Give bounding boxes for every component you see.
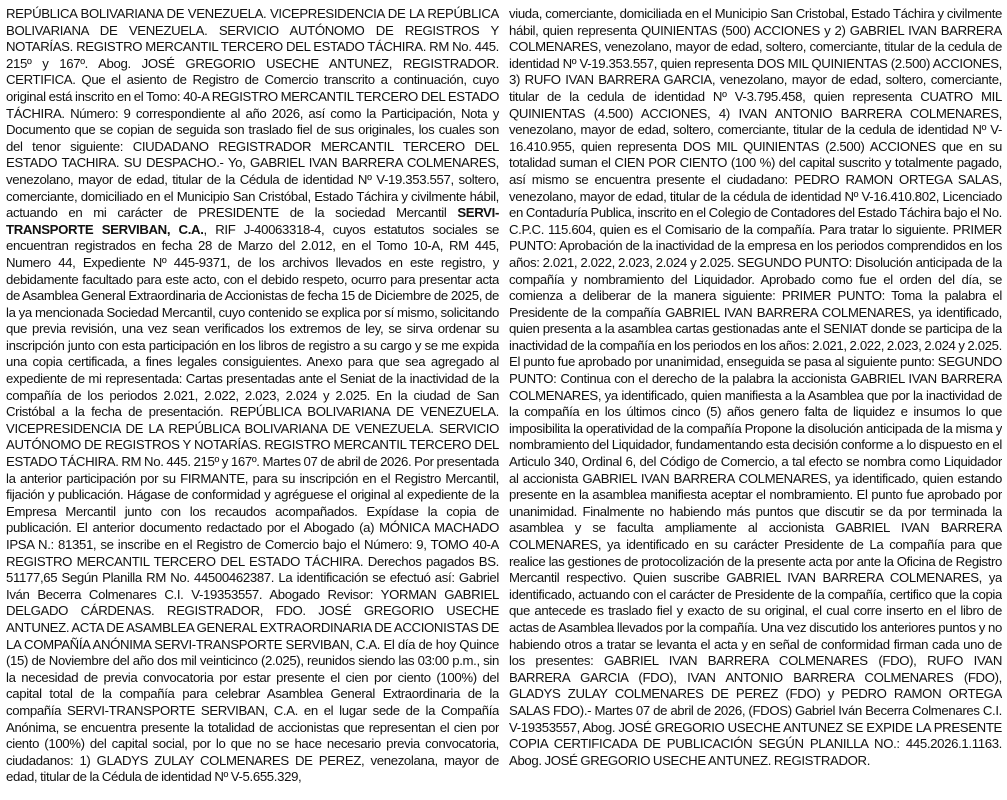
left-column-paragraph: [6, 6, 499, 786]
left-column: [6, 6, 499, 796]
right-column: [509, 6, 1002, 796]
notice-text-part-2: , RIF J-40063318-4, cuyos estatutos sociales se encuentran registrados en fecha 28 de Marzo del 2.012, en el Tomo 10-A, RM 445, Numero 44, Expediente Nº 445-9371, de los archivos llevados en este registro, y debidamente facultado para este acto, con el debido respeto, ocurro para presentar acta de Asamblea General Extraordinaria de Accionistas de fecha 15 de Diciembre de 2025, de la ya mencionada Sociedad Mercantil, cuyo contenido se explica por sí mismo, solicitando que previa revisión, una vez sean verificados los extremos de ley, se sirva ordenar su inscripción junto con esta participación en los libros de registro a su cargo y se me expida una copia certificada, a fines legales consiguientes. Anexo para que sea agregado al expediente de mi representada: Cartas presentadas ante el Seniat de la inactividad de la compañía de los periodos 2.021, 2.022, 2.023, 2.024 y 2.025. En la ciudad de San Cristóbal a la fecha de presentación. REPÚBLICA BOLIVARIANA DE VENEZUELA. VICEPRESIDENCIA DE LA REPÚBLICA BOLIVARIANA DE VENEZUELA. SERVICIO AUTÓNOMO DE REGISTROS Y NOTARÍAS. REGISTRO MERCANTIL TERCERO DEL ESTADO TÁCHIRA. RM No. 445. 215º y 167º. Martes 07 de abril de 2026. Por presentada la anterior participación por su FIRMANTE, para su inscripción en el Registro Mercantil, fijación y publicación. Hágase de conformidad y agréguese el original al expediente de la Empresa Mercantil junto con los recaudos acompañados. Expídase la copia de publicación. El anterior documento redactado por el Abogado (a) MÓNICA MACHADO IPSA N.: 81351, se inscribe en el Registro de Comercio bajo el Número: 9, TOMO 40-A REGISTRO MERCANTIL TERCERO DEL ESTADO TÁCHIRA. Derechos pagados BS. 51177,65 Según Planilla RM No. 44500462387. La identificación se efectuó así: Gabriel Iván Becerra Colmenares C.I. V-19353557. Abogado Revisor: YORMAN GABRIEL DELGADO CÁRDENAS. REGISTRADOR, FDO. JOSÉ GREGORIO USECHE ANTUNEZ. ACTA DE ASAMBLEA GENERAL EXTRAORDINARIA DE ACCIONISTAS DE LA COMPAÑÍA ANÓNIMA SERVI-TRANSPORTE SERVIBAN, C.A. El día de hoy Quince (15) de Noviembre del año dos mil veinticinco (2.025), reunidos siendo las 03:00 p.m., sin la necesidad de previa convocatoria por estar presente el cien por ciento (100%) del capital total de la compañía para celebrar Asamblea General Extraordinaria de la compañía SERVI-TRANSPORTE SERVIBAN, C.A. en el lugar sede de la Compañía Anónima, se encuentra presente la totalidad de accionistas que representan el cien por ciento (100%) del capital social, por lo que no se hace necesario previa convocatoria, ciudadanos: 1) GLADYS ZULAY COLMENARES DE PEREZ, venezolana, mayor de edad, titular de la Cédula de identidad Nº V-5.655.329,: [6, 221, 499, 785]
company-name-bold: SERVI-TRANSPORTE SERVIBAN, C.A.: [6, 205, 499, 237]
notice-text-part-1: REPÚBLICA BOLIVARIANA DE VENEZUELA. VICEPRESIDENCIA DE LA REPÚBLICA BOLIVARIANA DE VENEZUELA. SERVICIO AUTÓNOMO DE REGISTROS Y NOTARÍAS. REGISTRO MERCANTIL TERCERO DEL ESTADO TÁCHIRA. RM No. 445. 215º y 167º. Abog. JOSÉ GREGORIO USECHE ANTUNEZ, REGISTRADOR. CERTIFICA. Que el asiento de Registro de Comercio transcrito a continuación, cuyo original está inscrito en el Tomo: 40-A REGISTRO MERCANTIL TERCERO DEL ESTADO TÁCHIRA. Número: 9 correspondiente al año 2026, así como la Participación, Nota y Documento que se copian de seguida son traslado fiel de sus originales, los cuales son del tenor siguiente: CIUDADANO REGISTRADOR MERCANTIL TERCERO DEL ESTADO TACHIRA. SU DESPACHO.- Yo, GABRIEL IVAN BARRERA COLMENARES, venezolano, mayor de edad, titular de la Cédula de identidad Nº V-19.353.557, soltero, comerciante, domiciliado en el Municipio San Cristóbal, Estado Táchira y civilmente hábil, actuando en mi carácter de PRESIDENTE de la sociedad Mercantil: [6, 6, 499, 221]
right-column-paragraph: viuda, comerciante, domiciliada en el Municipio San Cristobal, Estado Táchira y civilmente hábil, quien representa QUINIENTAS (500) ACCIONES y 2) GABRIEL IVAN BARRERA COLMENARES, venezolano, mayor de edad, soltero, comerciante, titular de la cedula de identidad Nº V-19.353.557, quien representa DOS MIL QUINIENTAS (2.500) ACCIONES, 3) RUFO IVAN BARRERA GARCIA, venezolano, mayor de edad, soltero, comerciante, titular de la cedula de identidad Nº V-3.795.458, quien representa CUATRO MIL QUINIENTAS (4.500) ACCIONES, 4) IVAN ANTONIO BARRERA COLMENARES, venezolano, mayor de edad, soltero, comerciante, titular de la cedula de identidad Nº V-16.410.955, quien representa DOS MIL QUINIENTAS (2.500) ACCIONES que en su totalidad suman el CIEN POR CIENTO (100 %) del capital suscrito y totalmente pagado, así mismo se encuentra presente el ciudadano: PEDRO RAMON ORTEGA SALAS, venezolano, mayor de edad, titular de la cédula de identidad Nº V-16.410.802, Licenciado en Contaduría Publica, inscrito en el Colegio de Contadores del Estado Táchira bajo el No. C.P.C. 115.604, quien es el Comisario de la compañía. Para tratar lo siguiente. PRIMER PUNTO: Aprobación de la inactividad de la empresa en los periodos comprendidos en los años: 2.021, 2.022, 2.023, 2.024 y 2.025. SEGUNDO PUNTO: Disolución anticipada de la compañía y nombramiento del Liquidador. Aprobado como fue el orden del día, se comienza a deliberar de la manera siguiente: PRIMER PUNTO: Toma la palabra el Presidente de la compañía GABRIEL IVAN BARRERA COLMENARES, ya identificado, quien presenta a la asamblea cartas gestionadas ante el SENIAT donde se participa de la inactividad de la compañía en los periodos en los años: 2.021, 2.022, 2.023, 2.024 y 2.025. El punto fue aprobado por unanimidad, enseguida se pasa al siguiente punto: SEGUNDO PUNTO: Continua con el derecho de la palabra la accionista GABRIEL IVAN BARRERA COLMENARES, ya identificado, quien manifiesta a la Asamblea que por la inactividad de la compañía en los últimos cinco (5) años genero falta de liquidez e insumos lo que imposibilita la operatividad de la compañía Propone la disolución anticipada de la misma y nombramiento del Liquidador, fundamentando esta decisión conforme a lo dispuesto en el Articulo 340, Ordinal 6, del Código de Comercio, a tal efecto se nombra como Liquidador al accionista GABRIEL IVAN BARRERA COLMENARES, ya identificado, quien estando presente en la asamblea manifiesta aceptar el nombramiento. El punto fue aprobado por unanimidad. Finalmente no habiendo más puntos que discutir se da por terminada la asamblea y se faculta ampliamente al accionista GABRIEL IVAN BARRERA COLMENARES, ya identificado en su carácter Presidente de La compañía para que realice las gestiones de protocolización de la presente acta por ante la Oficina de Registro Mercantil respectivo. Quien suscribe GABRIEL IVAN BARRERA COLMENARES, ya identificado, actuando con el carácter de Presidente de la compañía, certifico que la copia que antecede es traslado fiel y exacto de su original, el cual corre inserto en el libro de actas de Asamblea llevados por la compañía. Una vez discutido los anteriores puntos y no habiendo otros a tratar se levanta el acta y en señal de conformidad firman cada uno de los presentes: GABRIEL IVAN BARRERA COLMENARES (FDO), RUFO IVAN BARRERA GARCIA (FDO), IVAN ANTONIO BARRERA COLMENARES (FDO), GLADYS ZULAY COLMENARES DE PEREZ (FDO) y PEDRO RAMON ORTEGA SALAS FDO).- Martes 07 de abril de 2026, (FDOS) Gabriel Iván Becerra Colmenares C.I. V-19353557, Abog. JOSÉ GREGORIO USECHE ANTUNEZ SE EXPIDE LA PRESENTE COPIA CERTIFICADA DE PUBLICACIÓN SEGÚN PLANILLA NO.: 445.2026.1.1163. Abog. JOSÉ GREGORIO USECHE ANTUNEZ. REGISTRADOR.: [509, 6, 1002, 768]
